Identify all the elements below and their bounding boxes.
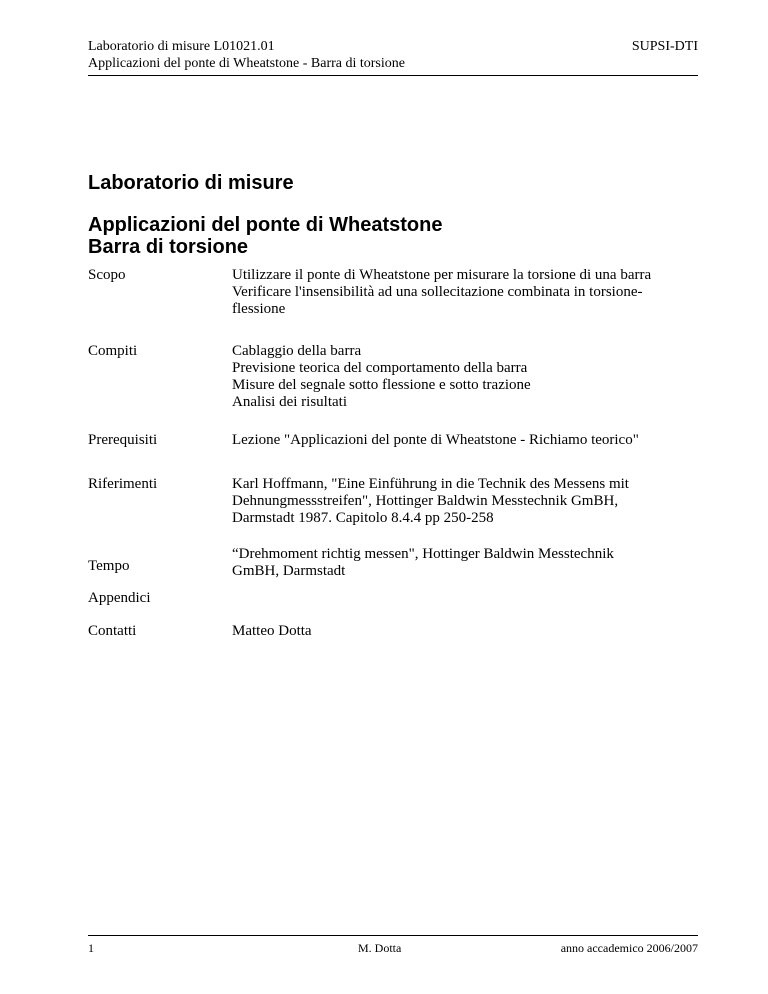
row-body-prerequisiti bbox=[232, 432, 702, 449]
row-body-compiti bbox=[232, 343, 702, 411]
compiti-line: Cablaggio della barra bbox=[232, 343, 362, 359]
footer-academic-year: anno accademico 2006/2007 bbox=[560, 941, 698, 955]
subtitle-line-1: Applicazioni del ponte di Wheatstone bbox=[88, 214, 443, 236]
footer-author: M. Dotta bbox=[358, 941, 402, 955]
header-course bbox=[88, 38, 405, 72]
header-organization: SUPSI-DTI bbox=[631, 39, 698, 54]
row-label-scopo: Scopo bbox=[88, 267, 126, 283]
row-label-tempo: Tempo bbox=[88, 558, 130, 574]
row-body-riferimenti bbox=[232, 476, 702, 580]
footer-divider bbox=[88, 935, 698, 936]
compiti-line: Previsione teorica del comportamento della barra bbox=[232, 360, 528, 376]
prerequisiti-line: Lezione "Applicazioni del ponte di Wheatstone - Richiamo teorico" bbox=[232, 432, 639, 448]
row-label-appendici: Appendici bbox=[88, 590, 151, 606]
scopo-line: Utilizzare il ponte di Wheatstone per misurare la torsione di una barra bbox=[232, 267, 652, 283]
page-title: Laboratorio di misure bbox=[88, 172, 294, 194]
riferimenti-line: Dehnungmessstreifen", Hottinger Baldwin Messtechnik GmBH, bbox=[232, 493, 619, 509]
page-number: 1 bbox=[88, 941, 94, 955]
row-label-prerequisiti: Prerequisiti bbox=[88, 432, 158, 448]
row-label-compiti: Compiti bbox=[88, 343, 138, 359]
header-course-code: Laboratorio di misure L01021.01 bbox=[88, 39, 275, 54]
subtitle-line-2: Barra di torsione bbox=[88, 236, 249, 258]
document-subtitle bbox=[88, 214, 442, 258]
riferimenti-line: Karl Hoffmann, "Eine Einführung in die Technik des Messens mit bbox=[232, 476, 629, 492]
riferimenti-line: GmBH, Darmstadt bbox=[232, 563, 346, 579]
riferimenti-line: “Drehmoment richtig messen", Hottinger Baldwin Messtechnik bbox=[232, 546, 614, 562]
compiti-line: Misure del segnale sotto flessione e sotto trazione bbox=[232, 377, 531, 393]
header-divider bbox=[88, 75, 698, 76]
row-label-riferimenti: Riferimenti bbox=[88, 476, 158, 492]
scopo-line: flessione bbox=[232, 301, 286, 317]
header-lesson-title: Applicazioni del ponte di Wheatstone - Barra di torsione bbox=[88, 56, 405, 71]
row-body-scopo bbox=[232, 267, 702, 318]
scopo-line: Verificare l'insensibilità ad una sollecitazione combinata in torsione- bbox=[232, 284, 643, 300]
row-body-contatti bbox=[232, 623, 702, 640]
compiti-line: Analisi dei risultati bbox=[232, 394, 347, 410]
riferimenti-line: Darmstadt 1987. Capitolo 8.4.4 pp 250-258 bbox=[232, 510, 494, 526]
row-label-contatti: Contatti bbox=[88, 623, 137, 639]
contact-name: Matteo Dotta bbox=[232, 623, 312, 639]
